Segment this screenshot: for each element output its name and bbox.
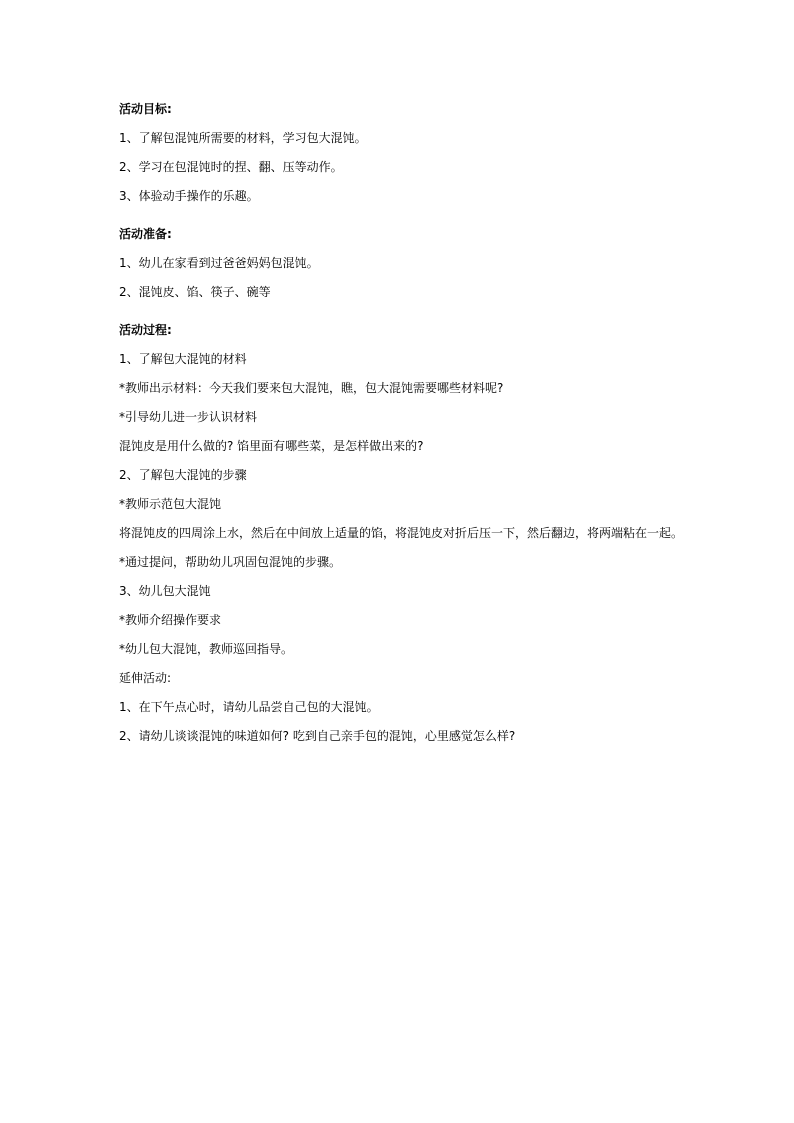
- document-body: [119, 101, 719, 757]
- process-item: *通过提问，帮助幼儿巩固包混饨的步骤。: [119, 555, 342, 569]
- preparation-heading: 活动准备:: [119, 227, 172, 241]
- preparation-item: 1、幼儿在家看到过爸爸妈妈包混饨。: [119, 256, 319, 270]
- process-item: 混饨皮是用什么做的? 馅里面有哪些菜，是怎样做出来的?: [119, 439, 424, 453]
- extension-item: 2、请幼儿谈谈混饨的味道如何? 吃到自己亲手包的混饨，心里感觉怎么样?: [119, 729, 516, 743]
- process-item: *教师示范包大混饨: [119, 497, 222, 511]
- section-gap: [119, 217, 719, 226]
- preparation-item: 2、混饨皮、馅、筷子、碗等: [119, 285, 271, 299]
- goal-item: 1、了解包混饨所需要的材料，学习包大混饨。: [119, 131, 367, 145]
- process-item: *教师出示材料：今天我们要来包大混饨，瞧，包大混饨需要哪些材料呢?: [119, 381, 504, 395]
- extension-item: 1、在下午点心时，请幼儿品尝自己包的大混饨。: [119, 700, 379, 714]
- process-item: 2、了解包大混饨的步骤: [119, 468, 247, 482]
- goal-item: 2、学习在包混饨时的捏、翻、压等动作。: [119, 160, 343, 174]
- extension-heading: 延伸活动:: [119, 671, 172, 685]
- process-item: *幼儿包大混饨，教师巡回指导。: [119, 642, 294, 656]
- process-heading: 活动过程:: [119, 323, 172, 337]
- process-item: *引导幼儿进一步认识材料: [119, 410, 258, 424]
- goals-heading: 活动目标:: [119, 102, 172, 116]
- process-item: 1、了解包大混饨的材料: [119, 352, 247, 366]
- section-gap: [119, 313, 719, 322]
- goal-item: 3、体验动手操作的乐趣。: [119, 189, 259, 203]
- process-item: 将混饨皮的四周涂上水，然后在中间放上适量的馅，将混饨皮对折后压一下，然后翻边，将两端粘在一起。: [119, 526, 684, 540]
- process-item: 3、幼儿包大混饨: [119, 584, 211, 598]
- process-item: *教师介绍操作要求: [119, 613, 222, 627]
